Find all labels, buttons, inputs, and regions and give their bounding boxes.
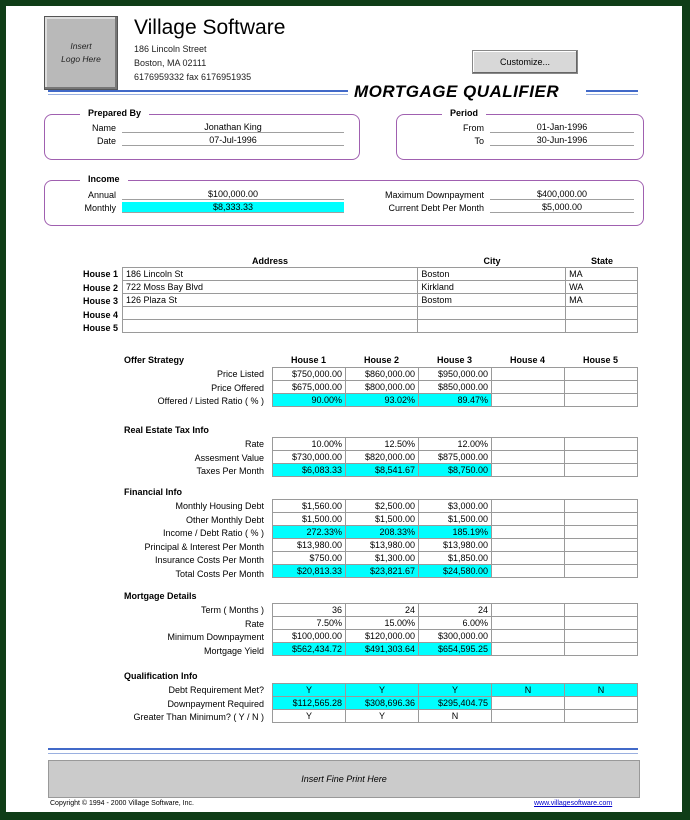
value-cell[interactable] [565, 630, 638, 643]
row-label: Downpayment Required [167, 698, 264, 709]
value-cell[interactable] [492, 539, 565, 552]
value-cell[interactable]: 6.00% [419, 617, 492, 630]
value-cell[interactable]: $950,000.00 [419, 368, 492, 381]
data-row [273, 381, 638, 394]
customize-button[interactable]: Customize... [472, 50, 578, 74]
data-row [273, 539, 638, 552]
value-cell[interactable] [492, 394, 565, 407]
max-downpayment-label: Maximum Downpayment [384, 190, 484, 200]
value-cell[interactable] [492, 500, 565, 513]
value-cell[interactable]: Y [273, 710, 346, 723]
monthly-label: Monthly [84, 203, 116, 213]
value-cell[interactable] [492, 552, 565, 565]
house-row [123, 307, 638, 320]
footer-rule-thin [48, 753, 638, 754]
data-row [273, 438, 638, 451]
house-city-cell[interactable]: Boston [418, 268, 566, 281]
section-title: Offer Strategy [124, 355, 185, 365]
logo-text: Insert Logo Here [61, 41, 101, 64]
house-label: House 5 [82, 323, 118, 333]
house-city-cell[interactable]: Bostom [418, 294, 566, 307]
value-cell[interactable]: Y [419, 684, 492, 697]
value-cell[interactable]: $860,000.00 [346, 368, 419, 381]
house-state-cell[interactable] [566, 307, 638, 320]
row-labels [66, 368, 264, 409]
row-label: Rate [244, 618, 264, 629]
value-cell[interactable]: 272.33% [273, 526, 346, 539]
value-cell[interactable]: $562,434.72 [273, 643, 346, 656]
value-cell[interactable]: 24 [346, 604, 419, 617]
value-cell[interactable]: $6,083.33 [273, 464, 346, 477]
value-cell[interactable] [565, 438, 638, 451]
data-row [273, 697, 638, 710]
value-cell[interactable]: 15.00% [346, 617, 419, 630]
house-label: House 3 [82, 296, 118, 306]
house-label: House 1 [82, 269, 118, 279]
value-cell[interactable]: 12.00% [419, 438, 492, 451]
data-row [273, 604, 638, 617]
value-cell[interactable]: $1,500.00 [419, 513, 492, 526]
data-row [273, 451, 638, 464]
row-label: Assesment Value [194, 452, 264, 463]
value-cell[interactable] [565, 368, 638, 381]
value-cell[interactable] [492, 617, 565, 630]
name-label: Name [91, 123, 116, 133]
row-label: Total Costs Per Month [175, 568, 264, 579]
data-row [273, 565, 638, 578]
value-cell[interactable] [565, 451, 638, 464]
row-label: Debt Requirement Met? [168, 685, 264, 695]
row-label: Insurance Costs Per Month [154, 555, 264, 565]
value-cell[interactable]: 7.50% [273, 617, 346, 630]
value-cell[interactable]: 185.19% [419, 526, 492, 539]
value-cell[interactable]: $820,000.00 [346, 451, 419, 464]
value-cell[interactable]: $100,000.00 [273, 630, 346, 643]
house-label: House 2 [82, 282, 118, 293]
value-cell[interactable]: $1,850.00 [419, 552, 492, 565]
value-cell[interactable]: 10.00% [273, 438, 346, 451]
house-row [123, 268, 638, 281]
value-cell[interactable]: $654,595.25 [419, 643, 492, 656]
value-cell[interactable]: N [492, 684, 565, 697]
value-cell[interactable] [565, 526, 638, 539]
column-header-house-3: House 3 [436, 355, 472, 365]
value-cell[interactable]: $675,000.00 [273, 381, 346, 394]
value-cell[interactable]: $23,821.67 [346, 565, 419, 578]
value-cell[interactable] [492, 710, 565, 723]
value-cell[interactable] [492, 643, 565, 656]
row-label: Greater Than Minimum? ( Y / N ) [133, 712, 264, 722]
value-cell[interactable]: Y [346, 684, 419, 697]
address-table [122, 267, 638, 333]
house-state-cell[interactable]: MA [566, 294, 638, 307]
row-label: Price Offered [211, 382, 264, 393]
value-cell[interactable]: $120,000.00 [346, 630, 419, 643]
house-state-cell[interactable]: MA [566, 268, 638, 281]
value-cell[interactable]: $13,980.00 [346, 539, 419, 552]
value-cell[interactable] [565, 710, 638, 723]
value-cell[interactable]: N [419, 710, 492, 723]
value-cell[interactable] [565, 394, 638, 407]
value-cell[interactable]: $308,696.36 [346, 697, 419, 710]
value-cell[interactable]: $112,565.28 [273, 697, 346, 710]
house-labels [46, 268, 118, 336]
house-city-cell[interactable]: Kirkland [418, 281, 566, 294]
name-field[interactable]: Jonathan King [122, 122, 344, 133]
data-row [273, 643, 638, 656]
value-cell[interactable] [492, 526, 565, 539]
header-rule-right [586, 90, 638, 92]
row-label: Rate [244, 439, 264, 449]
value-cell[interactable]: $2,500.00 [346, 500, 419, 513]
logo-placeholder[interactable] [44, 16, 118, 90]
value-cell[interactable]: $750,000.00 [273, 368, 346, 381]
value-cell[interactable] [565, 697, 638, 710]
house-row [123, 320, 638, 333]
value-cell[interactable]: 208.33% [346, 526, 419, 539]
current-debt-field[interactable]: $5,000.00 [490, 202, 634, 213]
city-header: City [483, 256, 501, 266]
section-title: Mortgage Details [124, 591, 197, 601]
row-label: Income / Debt Ratio ( % ) [162, 528, 264, 538]
page-title: MORTGAGE QUALIFIER [354, 82, 560, 101]
row-label: Principal & Interest Per Month [144, 541, 264, 552]
annual-field[interactable]: $100,000.00 [122, 189, 344, 200]
row-label: Taxes Per Month [196, 466, 264, 476]
column-header-house-5: House 5 [582, 355, 618, 365]
value-cell[interactable]: $1,560.00 [273, 500, 346, 513]
data-row [273, 684, 638, 697]
value-cell[interactable] [565, 643, 638, 656]
value-cell[interactable]: $8,750.00 [419, 464, 492, 477]
row-labels [66, 604, 264, 658]
value-cell[interactable]: $24,580.00 [419, 565, 492, 578]
value-cell[interactable]: $1,300.00 [346, 552, 419, 565]
value-cell[interactable]: $800,000.00 [346, 381, 419, 394]
row-labels [66, 500, 264, 581]
footer-rule [48, 748, 638, 750]
value-cell[interactable] [565, 617, 638, 630]
row-label: Term ( Months ) [200, 605, 264, 615]
value-cell[interactable]: $300,000.00 [419, 630, 492, 643]
max-downpayment-field[interactable]: $400,000.00 [490, 189, 634, 200]
section-title: Real Estate Tax Info [124, 425, 209, 435]
house-address-cell[interactable]: 722 Moss Bay Blvd [123, 281, 418, 294]
house-label: House 4 [82, 309, 118, 320]
monthly-field: $8,333.33 [122, 202, 344, 213]
house-address-cell[interactable] [123, 307, 418, 320]
value-cell[interactable] [565, 513, 638, 526]
from-label: From [463, 123, 484, 133]
value-cell[interactable] [492, 464, 565, 477]
value-cell[interactable] [565, 500, 638, 513]
to-label: To [474, 136, 484, 146]
date-label: Date [96, 136, 116, 146]
value-cell[interactable]: $1,500.00 [273, 513, 346, 526]
value-cell[interactable]: Y [346, 710, 419, 723]
data-row [273, 394, 638, 407]
value-cell[interactable]: $491,303.64 [346, 643, 419, 656]
value-cell[interactable]: 36 [273, 604, 346, 617]
house-state-cell[interactable] [566, 320, 638, 333]
house-address-cell[interactable]: 186 Lincoln St [123, 268, 418, 281]
section-table [272, 499, 638, 578]
value-cell[interactable]: $13,980.00 [273, 539, 346, 552]
row-label: Monthly Housing Debt [175, 501, 264, 511]
copyright-text: Copyright © 1994 - 2000 Village Software, Inc. [50, 800, 194, 807]
value-cell[interactable]: $850,000.00 [419, 381, 492, 394]
value-cell[interactable]: $13,980.00 [419, 539, 492, 552]
section-table [272, 367, 638, 407]
value-cell[interactable] [492, 604, 565, 617]
section-table [272, 437, 638, 477]
period-legend: Period [442, 108, 486, 118]
company-street: 186 Lincoln Street [134, 44, 207, 54]
data-row [273, 513, 638, 526]
value-cell[interactable] [492, 381, 565, 394]
data-row [273, 630, 638, 643]
company-phone: 6176959332 fax 6176951935 [134, 72, 252, 82]
value-cell[interactable]: $730,000.00 [273, 451, 346, 464]
value-cell[interactable]: $875,000.00 [419, 451, 492, 464]
value-cell[interactable]: N [565, 684, 638, 697]
house-state-cell[interactable]: WA [566, 281, 638, 294]
website-link[interactable]: www.villagesoftware.com [534, 800, 613, 807]
data-row [273, 500, 638, 513]
fine-print-text: Insert Fine Print Here [301, 774, 387, 784]
value-cell[interactable] [492, 697, 565, 710]
row-label: Minimum Downpayment [167, 632, 264, 642]
row-label: Offered / Listed Ratio ( % ) [157, 396, 264, 406]
column-header-house-2: House 2 [363, 355, 399, 365]
fine-print-box[interactable] [48, 760, 640, 798]
house-city-cell[interactable] [418, 320, 566, 333]
current-debt-label: Current Debt Per Month [388, 203, 484, 213]
data-row [273, 617, 638, 630]
header-rule-left [48, 90, 348, 92]
value-cell[interactable] [565, 539, 638, 552]
column-header-house-4: House 4 [509, 355, 545, 365]
value-cell[interactable]: 12.50% [346, 438, 419, 451]
to-field[interactable]: 30-Jun-1996 [490, 135, 634, 146]
address-header: Address [251, 256, 288, 266]
value-cell[interactable] [492, 438, 565, 451]
value-cell[interactable] [565, 604, 638, 617]
header-rule-left-thin [48, 94, 348, 95]
company-city: Boston, MA 02111 [134, 58, 207, 68]
header-rule-right-thin [586, 94, 638, 95]
row-label: Price Listed [216, 369, 264, 379]
worksheet-page [6, 6, 682, 812]
data-row [273, 526, 638, 539]
section-table [272, 603, 638, 656]
date-field[interactable]: 07-Jul-1996 [122, 135, 344, 146]
row-labels [66, 684, 264, 725]
row-labels [66, 438, 264, 479]
house-row [123, 294, 638, 307]
row-label: Other Monthly Debt [185, 514, 264, 525]
value-cell[interactable]: $295,404.75 [419, 697, 492, 710]
value-cell[interactable]: Y [273, 684, 346, 697]
company-name: Village Software [134, 16, 286, 39]
value-cell[interactable]: 93.02% [346, 394, 419, 407]
data-row [273, 552, 638, 565]
row-label: Mortgage Yield [203, 645, 264, 656]
value-cell[interactable]: $3,000.00 [419, 500, 492, 513]
house-city-cell[interactable] [418, 307, 566, 320]
value-cell[interactable] [565, 552, 638, 565]
value-cell[interactable] [492, 451, 565, 464]
value-cell[interactable]: $750.00 [273, 552, 346, 565]
house-address-cell[interactable]: 126 Plaza St [123, 294, 418, 307]
state-header: State [590, 256, 613, 266]
data-row [273, 464, 638, 477]
value-cell[interactable] [492, 565, 565, 578]
data-row [273, 368, 638, 381]
value-cell[interactable] [492, 513, 565, 526]
prepared-by-legend: Prepared By [80, 108, 149, 118]
column-header-house-1: House 1 [290, 355, 326, 365]
value-cell[interactable]: 89.47% [419, 394, 492, 407]
house-row [123, 281, 638, 294]
value-cell[interactable]: $8,541.67 [346, 464, 419, 477]
value-cell[interactable] [492, 368, 565, 381]
income-legend: Income [80, 174, 128, 184]
data-row [273, 710, 638, 723]
from-field[interactable]: 01-Jan-1996 [490, 122, 634, 133]
value-cell[interactable] [565, 464, 638, 477]
section-title: Financial Info [124, 487, 183, 497]
value-cell[interactable] [492, 630, 565, 643]
value-cell[interactable]: 24 [419, 604, 492, 617]
value-cell[interactable] [565, 381, 638, 394]
value-cell[interactable]: 90.00% [273, 394, 346, 407]
value-cell[interactable] [565, 565, 638, 578]
annual-label: Annual [87, 190, 116, 200]
section-title: Qualification Info [124, 671, 198, 681]
section-table [272, 683, 638, 723]
value-cell[interactable]: $20,813.33 [273, 565, 346, 578]
house-address-cell[interactable] [123, 320, 418, 333]
value-cell[interactable]: $1,500.00 [346, 513, 419, 526]
